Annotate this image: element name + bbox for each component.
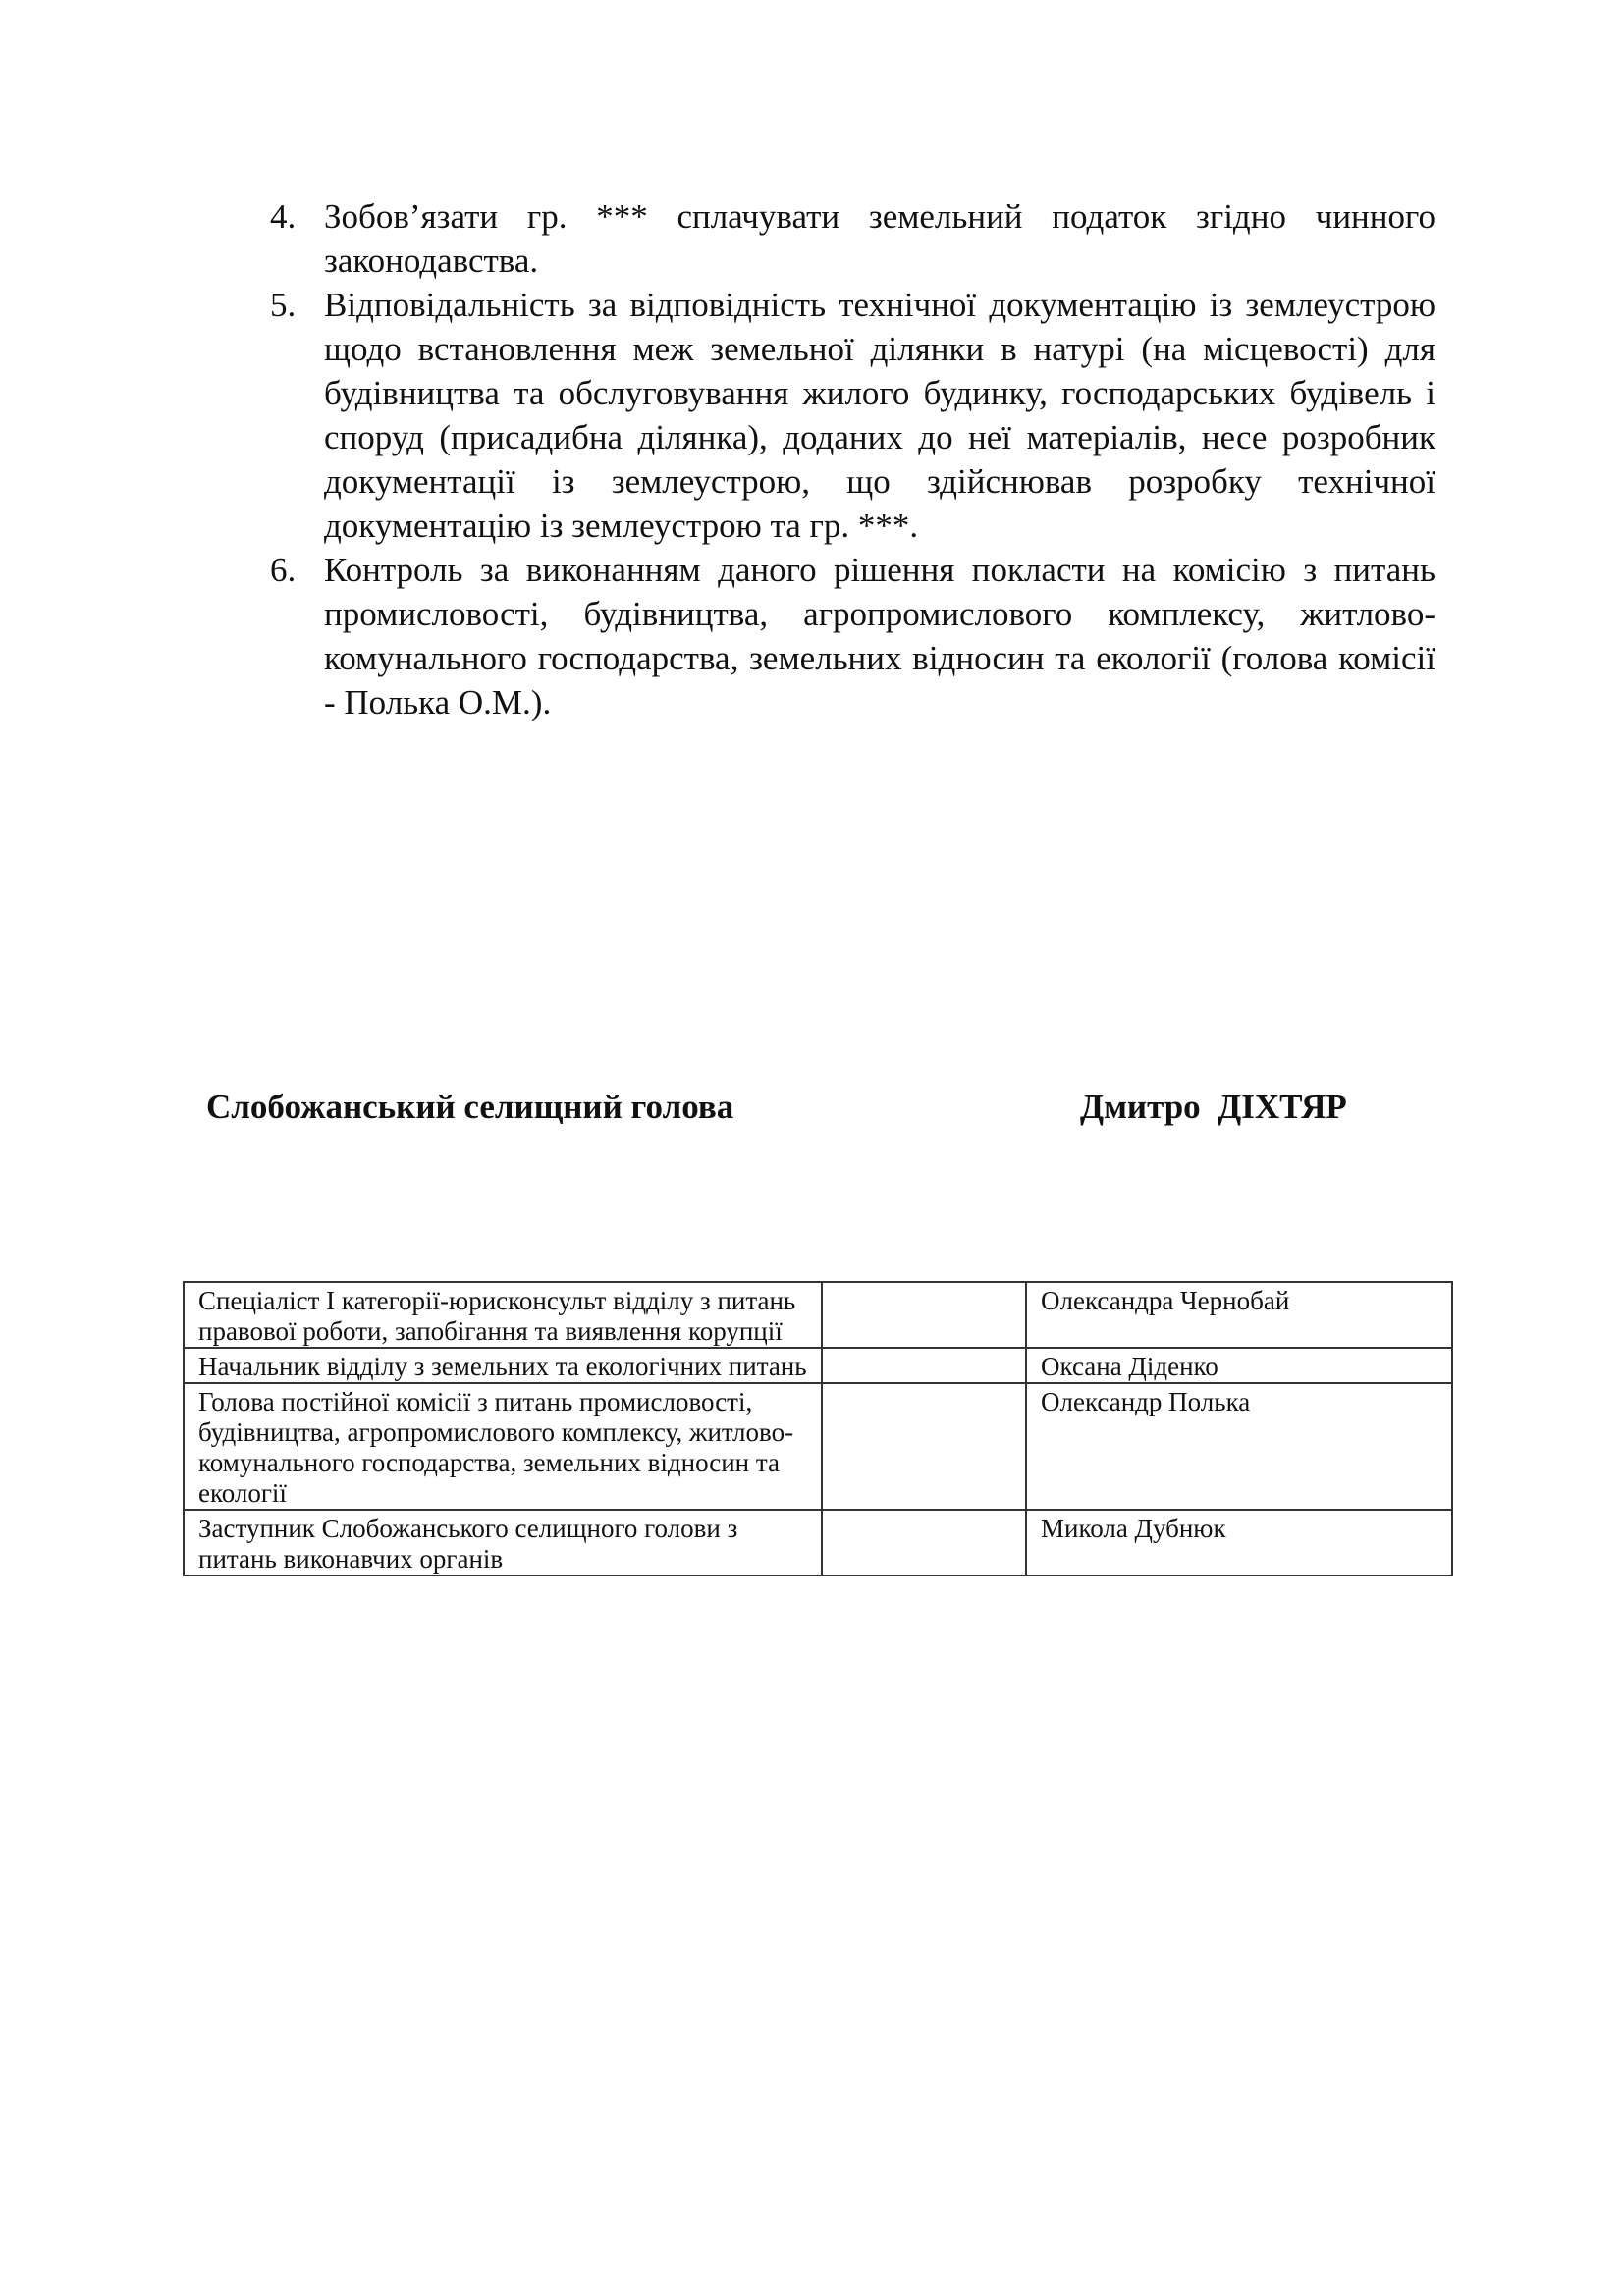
name-cell: Оксана Діденко [1026, 1348, 1452, 1383]
decision-item-4 [265, 194, 1435, 283]
signature-cell [822, 1348, 1026, 1383]
decision-item-5 [265, 283, 1435, 548]
position-cell: Спеціаліст І категорії-юрисконсульт відділу з питань правової роботи, запобігання та виявлення корупції [184, 1282, 822, 1348]
position-cell: Заступник Слобожанського селищного голови з питань виконавчих органів [184, 1510, 822, 1575]
name-cell: Олександра Чернобай [1026, 1282, 1452, 1348]
item-number: 4. [270, 197, 297, 236]
position-cell: Голова постійної комісії з питань промисловості, будівництва, агропромислового комплексу, житлово-комунального господарства, земельних відносин та екології [184, 1383, 822, 1510]
signatory-title: Слобожанський селищний голова [206, 1088, 734, 1126]
signature-cell [822, 1383, 1026, 1510]
name-cell: Олександр Полька [1026, 1383, 1452, 1510]
approval-table [183, 1281, 1453, 1576]
name-cell: Микола Дубнюк [1026, 1510, 1452, 1575]
signature-cell [822, 1282, 1026, 1348]
table-row [184, 1282, 1452, 1348]
item-number: 5. [270, 286, 297, 324]
position-cell: Начальник відділу з земельних та екологічних питань [184, 1348, 822, 1383]
signature-cell [822, 1510, 1026, 1575]
decision-items-list [265, 194, 1435, 724]
item-text: Контроль за виконанням даного рішення покласти на комісію з питань промисловості, будівництва, агропромислового комплексу, житлово-комунального господарства, земельних відносин та екології (голова комісії - Полька О.М.). [324, 551, 1435, 721]
signatory-name: Дмитро ДІХТЯР [1080, 1088, 1347, 1126]
table-row [184, 1383, 1452, 1510]
item-text: Відповідальність за відповідність технічної документацію із землеустрою щодо встановлення меж земельної ділянки в натурі (на місцевості) для будівництва та обслуговування жилого будинку, господарських будівель і споруд (присадибна ділянка), доданих до неї матеріалів, несе розробник документації із землеустрою, що здійснював розробку технічної документацію із землеустрою та гр. ***. [324, 286, 1435, 545]
table-row [184, 1510, 1452, 1575]
table-row [184, 1348, 1452, 1383]
decision-item-6 [265, 548, 1435, 724]
item-text: Зобов’язати гр. *** сплачувати земельний податок згідно чинного законодавства. [324, 197, 1435, 280]
item-number: 6. [270, 551, 297, 589]
